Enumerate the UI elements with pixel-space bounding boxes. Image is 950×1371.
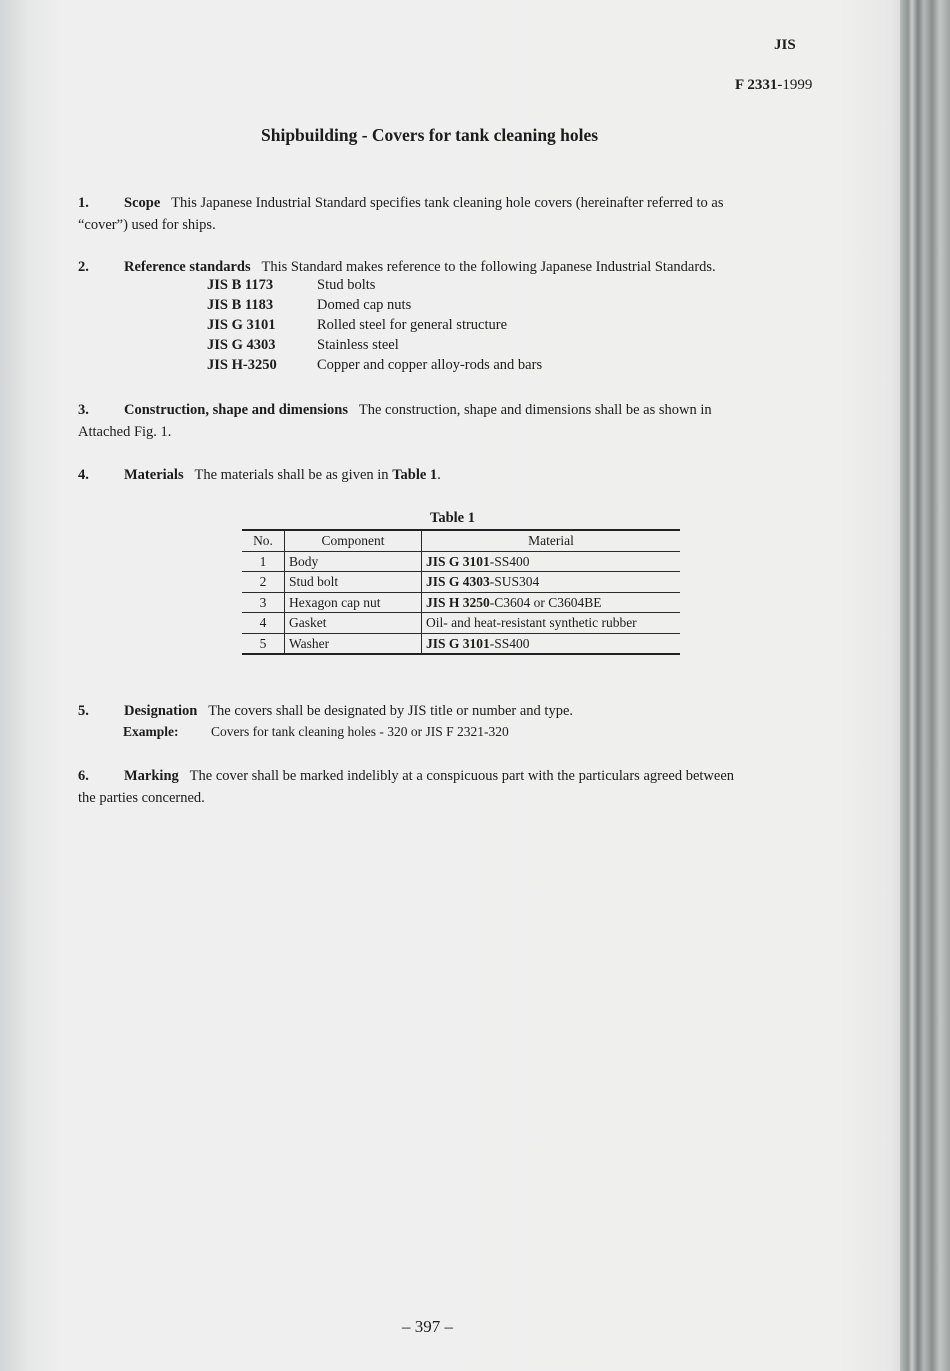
section-text-continued: Attached Fig. 1. [78,424,172,440]
cell-no: 3 [242,592,285,613]
section-text: This Japanese Industrial Standard specifies tank cleaning hole covers (hereinafter referred to as [171,195,724,211]
material-grade: -SS400 [489,553,530,569]
material-grade: -C3604 or C3604BE [489,594,602,610]
reference-item [207,277,375,294]
section-marking [78,765,846,809]
section-references [78,256,716,278]
materials-table [242,529,680,655]
section-number: 2. [78,259,89,275]
cell-no: 5 [242,633,285,654]
section-designation [78,700,573,722]
cell-component: Body [285,551,422,572]
section-materials [78,464,441,486]
standard-code: F 2331 [735,77,778,93]
reference-code: JIS B 1173 [207,277,274,293]
section-number: 6. [78,768,89,784]
section-number: 1. [78,195,89,211]
material-grade: -SUS304 [489,574,540,590]
cell-material [422,592,681,613]
reference-name: Copper and copper alloy-rods and bars [317,357,543,373]
cell-component: Washer [285,633,422,654]
reference-item [207,317,507,334]
table-row [242,633,680,654]
cell-material [422,633,681,654]
cell-material [422,572,681,593]
cell-component: Gasket [285,613,422,634]
section-text: This Standard makes reference to the following Japanese Industrial Standards. [261,259,716,275]
section-title: Marking [124,768,179,784]
standard-year: -1999 [777,77,813,93]
header-standard-number [735,77,812,94]
reference-code: JIS G 4303 [207,337,276,353]
section-construction [78,399,846,443]
reference-code: JIS B 1183 [207,297,274,313]
table-header-row [242,530,680,551]
example-text: Covers for tank cleaning holes - 320 or JIS F 2321-320 [211,724,509,739]
page-number: – 397 – [402,1317,453,1336]
reference-name: Rolled steel for general structure [317,317,508,333]
reference-code: JIS H-3250 [207,357,277,373]
section-scope [78,192,846,236]
table-row [242,592,680,613]
section-title: Materials [124,467,184,483]
section-title: Designation [124,703,198,719]
reference-code: JIS G 3101 [207,317,276,333]
cell-no: 1 [242,551,285,572]
material-grade: -SS400 [489,635,530,651]
section-text-continued: the parties concerned. [78,790,205,806]
reference-name: Domed cap nuts [317,297,412,313]
reference-name: Stud bolts [317,277,376,293]
section-text: The cover shall be marked indelibly at a conspicuous part with the particulars agreed between [189,768,735,784]
cell-material [422,613,681,634]
reference-item [207,297,411,314]
table-row [242,613,680,634]
section-number: 4. [78,467,89,483]
reference-name: Stainless steel [317,337,399,353]
column-header-material: Material [422,530,681,551]
punctuation: . [437,467,441,483]
material-standard: JIS G 3101 [426,635,490,651]
table-row [242,551,680,572]
table-row [242,572,680,593]
designation-example [123,724,509,740]
section-text-continued: “cover”) used for ships. [78,217,216,233]
cell-material [422,551,681,572]
table-caption: Table 1 [430,510,475,526]
book-page-edge [900,0,950,1371]
column-header-component: Component [285,530,422,551]
section-text: The materials shall be as given in [194,467,393,483]
cell-component: Hexagon cap nut [285,592,422,613]
section-title: Scope [124,195,161,211]
section-number: 3. [78,402,89,418]
material-standard: JIS H 3250 [426,594,490,610]
material-standard: JIS G 3101 [426,553,490,569]
reference-item [207,337,399,354]
reference-item [207,357,542,374]
example-label: Example: [123,724,179,739]
cell-no: 4 [242,613,285,634]
material-grade: Oil- and heat-resistant synthetic rubber [426,615,637,631]
page-title: Shipbuilding - Covers for tank cleaning holes [261,125,599,145]
section-text: The covers shall be designated by JIS title or number and type. [208,703,574,719]
table-reference: Table 1 [392,467,438,483]
section-title: Reference standards [124,259,251,275]
section-title: Construction, shape and dimensions [124,402,348,418]
column-header-no: No. [242,530,285,551]
cell-no: 2 [242,572,285,593]
header-org: JIS [774,37,796,53]
cell-component: Stud bolt [285,572,422,593]
material-standard: JIS G 4303 [426,574,490,590]
section-text: The construction, shape and dimensions shall be as shown in [358,402,712,418]
section-number: 5. [78,703,89,719]
